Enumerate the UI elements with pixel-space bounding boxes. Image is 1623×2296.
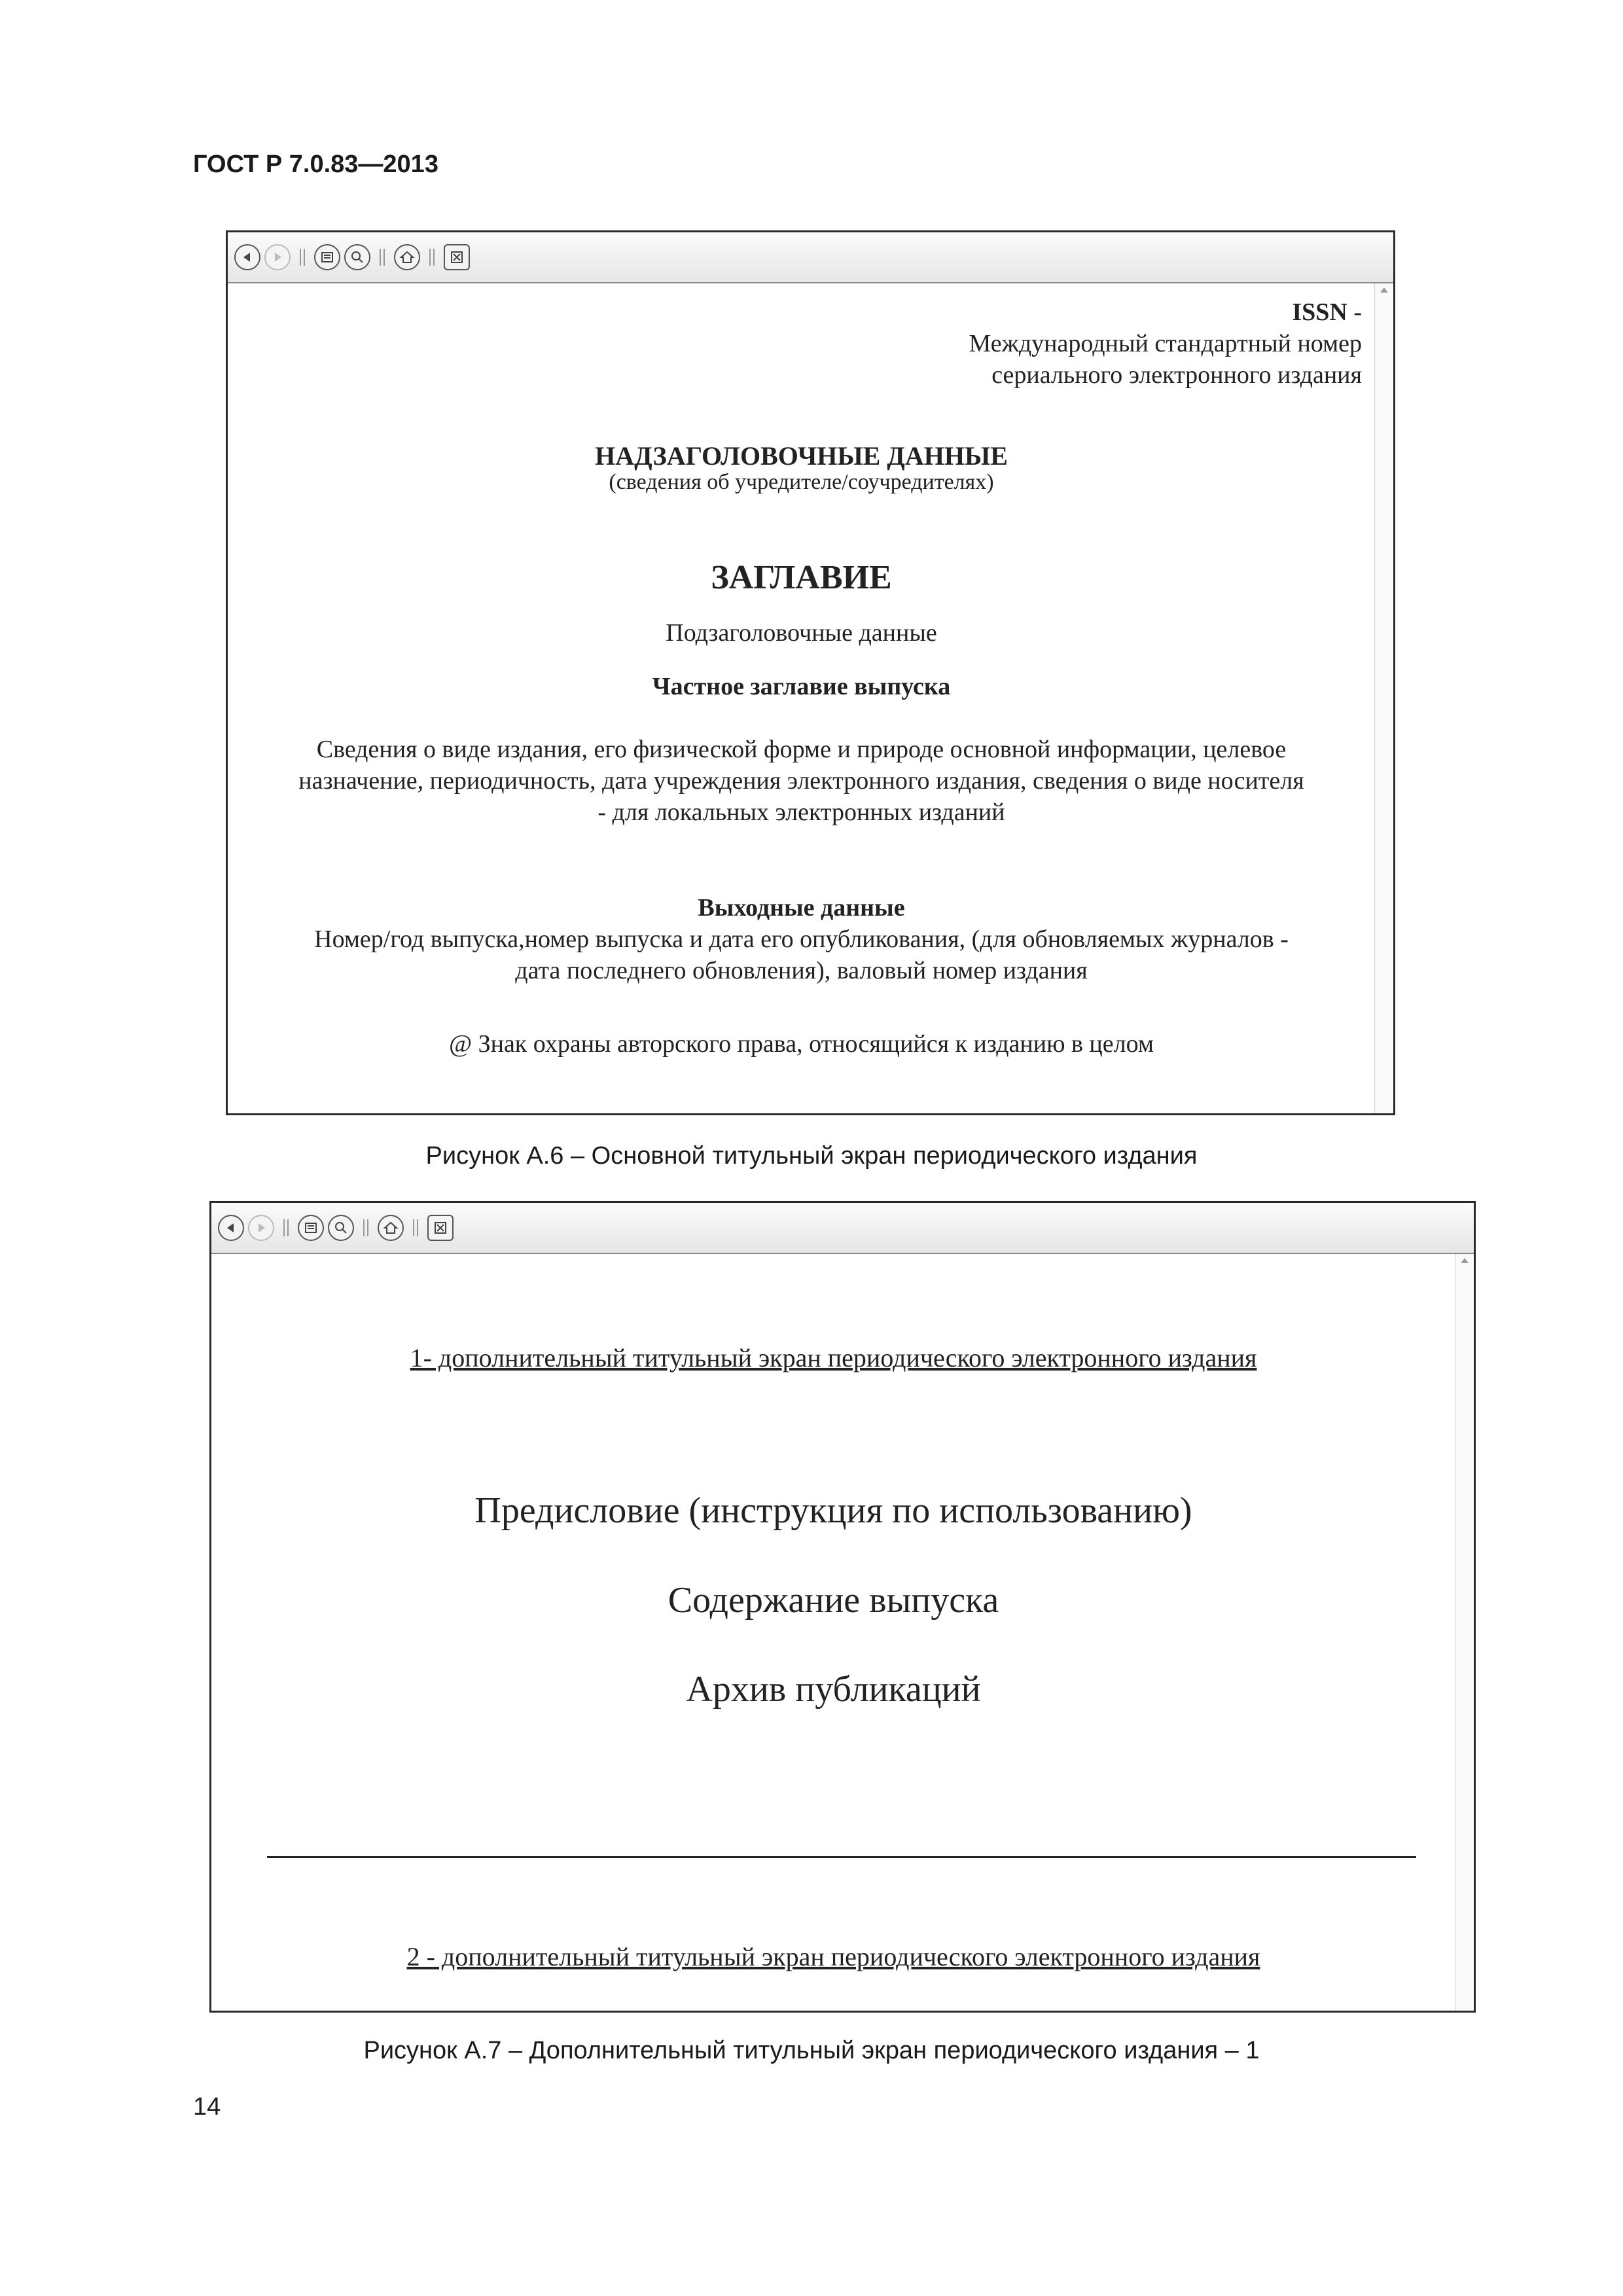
browser-toolbar <box>228 232 1393 283</box>
page-number: 14 <box>193 2093 221 2121</box>
issue-title: Частное заглавие выпуска <box>652 673 951 700</box>
imprint-line-1: Номер/год выпуска,номер выпуска и дата его опубликования, (для обновляемых журналов - <box>314 925 1289 953</box>
publications-archive-item[interactable]: Архив публикаций <box>686 1669 981 1710</box>
issn-block <box>969 296 1362 391</box>
main-title: ЗАГЛАВИЕ <box>711 559 892 596</box>
issue-contents-item[interactable]: Содержание выпуска <box>668 1580 999 1621</box>
home-icon <box>383 1220 399 1236</box>
toolbar-separator <box>429 249 435 266</box>
page-icon <box>319 249 335 265</box>
issn-description-line-1: Международный стандартный номер <box>969 330 1362 357</box>
home-button[interactable] <box>394 244 420 270</box>
page-button[interactable] <box>298 1215 324 1241</box>
back-icon <box>224 1221 238 1234</box>
issn-label: ISSN <box>1292 298 1347 326</box>
overtitle-data: НАДЗАГОЛОВОЧНЫЕ ДАННЫЕ <box>595 441 1008 471</box>
close-button[interactable] <box>444 244 470 270</box>
additional-screen-link-1[interactable]: 1- дополнительный титульный экран периодического электронного издания <box>410 1343 1257 1372</box>
close-icon <box>433 1220 448 1236</box>
toolbar-separator <box>283 1219 289 1236</box>
back-icon <box>241 251 254 264</box>
scroll-up-icon[interactable] <box>1461 1258 1469 1263</box>
title-screen-window <box>226 230 1395 1115</box>
issn-suffix: - <box>1347 298 1362 326</box>
figure-a7-caption: Рисунок А.7 – Дополнительный титульный экран периодического издания – 1 <box>363 2037 1260 2064</box>
search-button[interactable] <box>344 244 370 270</box>
document-header: ГОСТ Р 7.0.83—2013 <box>193 151 438 178</box>
back-button[interactable] <box>218 1215 244 1241</box>
page-icon <box>303 1220 319 1236</box>
search-button[interactable] <box>328 1215 354 1241</box>
vertical-scrollbar[interactable] <box>1455 1254 1474 2011</box>
home-button[interactable] <box>378 1215 404 1241</box>
forward-button[interactable] <box>248 1215 274 1241</box>
home-icon <box>399 249 415 265</box>
edition-info-line-2: назначение, периодичность, дата учреждения электронного издания, сведения о виде носителя <box>298 767 1304 795</box>
imprint-line-2: дата последнего обновления), валовый номер издания <box>515 957 1088 984</box>
back-button[interactable] <box>234 244 260 270</box>
forward-icon <box>255 1221 268 1234</box>
edition-info-line-3: - для локальных электронных изданий <box>597 798 1005 826</box>
forward-button[interactable] <box>264 244 291 270</box>
preface-item[interactable]: Предисловие (инструкция по использованию) <box>474 1490 1192 1531</box>
issn-description-line-2: сериального электронного издания <box>991 361 1362 389</box>
additional-screen-content <box>211 1254 1455 2011</box>
title-screen-content <box>228 283 1375 1113</box>
overtitle-note: (сведения об учредителе/соучредителях) <box>609 470 994 494</box>
toolbar-separator <box>300 249 305 266</box>
search-icon <box>349 249 365 265</box>
subtitle: Подзаголовочные данные <box>666 619 937 647</box>
page-button[interactable] <box>314 244 340 270</box>
scroll-up-icon[interactable] <box>1380 287 1388 293</box>
vertical-scrollbar[interactable] <box>1374 283 1393 1113</box>
toolbar-separator <box>413 1219 418 1236</box>
search-icon <box>333 1220 349 1236</box>
figure-a6-caption: Рисунок А.6 – Основной титульный экран периодического издания <box>425 1142 1198 1170</box>
toolbar-separator <box>380 249 385 266</box>
imprint-heading: Выходные данные <box>698 894 905 922</box>
close-button[interactable] <box>427 1215 454 1241</box>
additional-screen-link-2[interactable]: 2 - дополнительный титульный экран периодического электронного издания <box>406 1942 1260 1971</box>
edition-info <box>228 734 1375 828</box>
divider-line <box>267 1856 1416 1858</box>
toolbar-separator <box>363 1219 368 1236</box>
additional-title-screen-window <box>209 1201 1476 2013</box>
browser-toolbar <box>211 1203 1474 1254</box>
close-icon <box>449 249 465 265</box>
imprint-block <box>228 892 1375 986</box>
forward-icon <box>271 251 284 264</box>
copyright-notice: @ Знак охраны авторского права, относящийся к изданию в целом <box>449 1030 1154 1058</box>
edition-info-line-1: Сведения о виде издания, его физической форме и природе основной информации, целевое <box>316 736 1287 763</box>
